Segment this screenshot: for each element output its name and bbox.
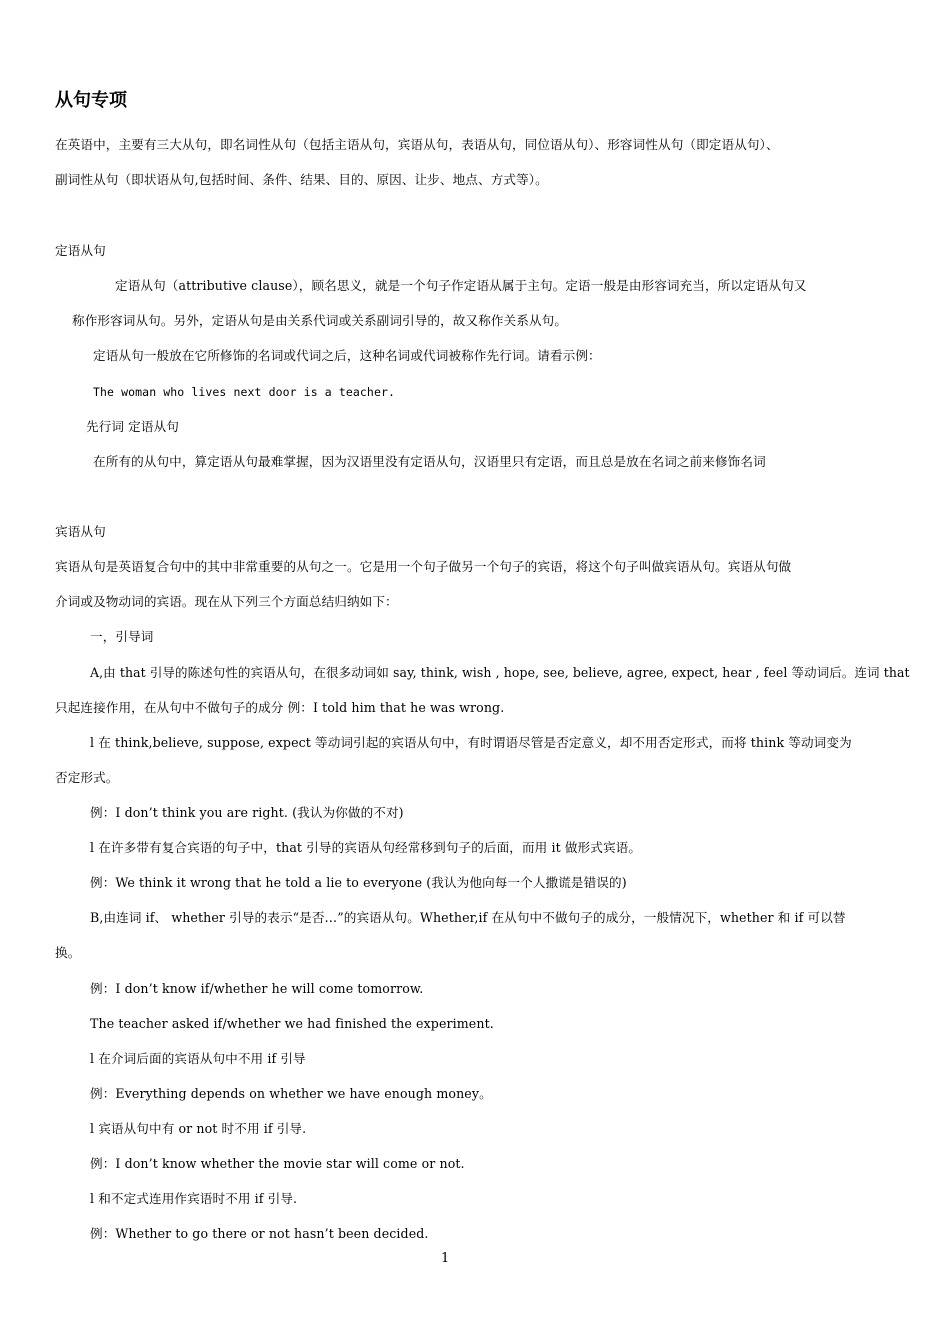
it-rule: l 在许多带有复合宾语的句子中，that 引导的宾语从句经常移到句子的后面，而用 it 做形式宾语。 [90,840,642,855]
attributive-para1-line-1: 定语从句（attributive clause），顾名思义，就是一个句子作定语从属于主句。定语一般是由形容词充当，所以定语从句又 [115,278,807,293]
attributive-heading: 定语从句 [55,243,106,258]
think-rule-line-2: 否定形式。 [55,770,119,785]
think-example: 例：I don’t think you are right. (我认为你做的不对) [90,805,404,820]
it-example: 例：We think it wrong that he told a lie to everyone (我认为他向每一个人撒谎是错误的) [90,875,627,890]
attributive-example: The woman who lives next door is a teacher. [93,385,396,399]
object-heading: 宾语从句 [55,524,106,539]
object-b-para-line-1: B,由连词 if、 whether 引导的表示“是否…”的宾语从句。Whether,if 在从句中不做句子的成分，一般情况下，whether 和 if 可以替 [90,910,846,925]
page-number: 1 [441,1251,450,1266]
infinitive-rule: l 和不定式连用作宾语时不用 if 引导. [90,1191,298,1206]
object-intro-line-1: 宾语从句是英语复合句中的其中非常重要的从句之一。它是用一个句子做另一个句子的宾语，将这个句子叫做宾语从句。宾语从句做 [55,559,792,574]
if-example-1: 例：I don’t know if/whether he will come tomorrow. [90,981,424,996]
object-a-para-line-2: 只起连接作用，在从句中不做句子的成分 例：I told him that he was wrong. [55,700,505,715]
attributive-para1-line-2: 称作形容词从句。另外，定语从句是由关系代词或关系副词引导的，故又称作关系从句。 [72,313,568,328]
attributive-example-labels: 先行词 定语从句 [86,419,179,434]
page-title: 从句专项 [55,90,127,111]
intro-line-2: 副词性从句（即状语从句,包括时间、条件、结果、目的、原因、让步、地点、方式等）。 [55,172,548,187]
prep-rule: l 在介词后面的宾语从句中不用 if 引导 [90,1051,306,1066]
or-not-rule: l 宾语从句中有 or not 时不用 if 引导. [90,1121,307,1136]
or-not-example: 例：I don’t know whether the movie star will come or not. [90,1156,465,1171]
attributive-para2: 定语从句一般放在它所修饰的名词或代词之后，这种名词或代词被称作先行词。请看示例： [93,348,601,363]
infinitive-example: 例：Whether to go there or not hasn’t been decided. [90,1226,429,1241]
object-subheading: 一，引导词 [90,629,154,644]
if-example-2: The teacher asked if/whether we had finished the experiment. [90,1016,494,1031]
prep-example: 例：Everything depends on whether we have enough money。 [90,1086,492,1101]
object-a-para-line-1: A,由 that 引导的陈述句性的宾语从句，在很多动词如 say, think, wish , hope, see, believe, agree, expect, hear , feel 等动词后。连词 that [90,665,910,680]
intro-line-1: 在英语中，主要有三大从句，即名词性从句（包括主语从句，宾语从句，表语从句，同位语从句）、形容词性从句（即定语从句）、 [55,137,779,152]
object-b-para-line-2: 换。 [55,945,81,960]
think-rule-line-1: l 在 think,believe, suppose, expect 等动词引起的宾语从句中，有时谓语尽管是否定意义，却不用否定形式，而将 think 等动词变为 [90,735,852,750]
attributive-para3: 在所有的从句中，算定语从句最难掌握，因为汉语里没有定语从句，汉语里只有定语，而且总是放在名词之前来修饰名词 [93,454,766,469]
object-intro-line-2: 介词或及物动词的宾语。现在从下列三个方面总结归纳如下： [55,594,398,609]
